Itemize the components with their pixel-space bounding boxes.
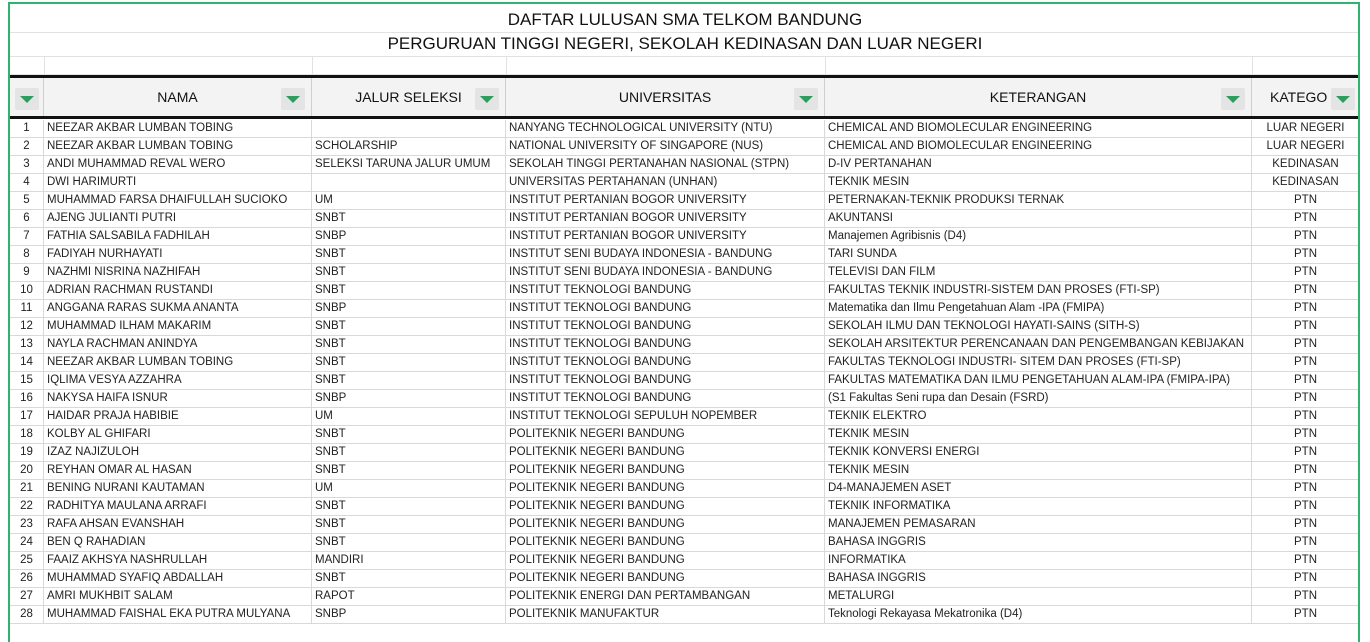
cell-jalur-seleksi[interactable]: SNBT	[312, 444, 506, 461]
cell-keterangan[interactable]: SEKOLAH ILMU DAN TEKNOLOGI HAYATI-SAINS (SITH-S)	[825, 318, 1252, 335]
table-row	[10, 372, 1360, 390]
cell-nama[interactable]: ANGGANA RARAS SUKMA ANANTA	[44, 300, 312, 317]
cell-nama[interactable]: MUHAMMAD ILHAM MAKARIM	[44, 318, 312, 335]
cell-kategori[interactable]: PTN	[1252, 210, 1360, 227]
cell-number[interactable]: 5	[10, 192, 44, 209]
cell-nama[interactable]: NAZHMI NISRINA NAZHIFAH	[44, 264, 312, 281]
cell-jalur-seleksi[interactable]: SNBT	[312, 426, 506, 443]
cell-jalur-seleksi[interactable]: SNBP	[312, 390, 506, 407]
cell-nama[interactable]: RAFA AHSAN EVANSHAH	[44, 516, 312, 533]
cell-nama[interactable]: FAAIZ AKHSYA NASHRULLAH	[44, 552, 312, 569]
table-row	[10, 516, 1360, 534]
header-nama: NAMA	[157, 89, 198, 105]
cell-kategori[interactable]: PTN	[1252, 264, 1360, 281]
cell-jalur-seleksi[interactable]: SNBT	[312, 570, 506, 587]
cell-keterangan[interactable]: FAKULTAS TEKNOLOGI INDUSTRI- SITEM DAN PROSES (FTI-SP)	[825, 354, 1252, 371]
table-row	[10, 552, 1360, 570]
cell-number[interactable]: 22	[10, 498, 44, 515]
cell-kategori[interactable]: PTN	[1252, 444, 1360, 461]
cell-nama[interactable]: IZAZ NAJIZULOH	[44, 444, 312, 461]
title-row-2	[10, 32, 1360, 57]
header-cell-kategori[interactable]	[1252, 78, 1360, 116]
cell-kategori[interactable]: PTN	[1252, 426, 1360, 443]
cell-universitas[interactable]: INSTITUT PERTANIAN BOGOR UNIVERSITY	[506, 228, 825, 245]
table-row	[10, 174, 1360, 192]
cell-nama[interactable]: MUHAMMAD FARSA DHAIFULLAH SUCIOKO	[44, 192, 312, 209]
filter-dropdown-icon[interactable]	[15, 88, 39, 110]
cell-kategori[interactable]: PTN	[1252, 408, 1360, 425]
cell-keterangan[interactable]: TARI SUNDA	[825, 246, 1252, 263]
cell-number[interactable]: 16	[10, 390, 44, 407]
filter-dropdown-icon[interactable]	[1331, 88, 1355, 110]
cell-universitas[interactable]: INSTITUT SENI BUDAYA INDONESIA - BANDUNG	[506, 264, 825, 281]
cell-keterangan[interactable]: Matematika dan Ilmu Pengetahuan Alam -IPA (FMIPA)	[825, 300, 1252, 317]
cell-universitas[interactable]: INSTITUT TEKNOLOGI BANDUNG	[506, 354, 825, 371]
grid-line	[1252, 56, 1253, 74]
cell-jalur-seleksi[interactable]: RAPOT	[312, 588, 506, 605]
cell-kategori[interactable]: PTN	[1252, 282, 1360, 299]
cell-jalur-seleksi[interactable]: SNBT	[312, 282, 506, 299]
header-jalur-seleksi: JALUR SELEKSI	[355, 89, 462, 105]
cell-nama[interactable]: ADRIAN RACHMAN RUSTANDI	[44, 282, 312, 299]
cell-nama[interactable]: IQLIMA VESYA AZZAHRA	[44, 372, 312, 389]
cell-kategori[interactable]: PTN	[1252, 480, 1360, 497]
cell-universitas[interactable]: POLITEKNIK NEGERI BANDUNG	[506, 552, 825, 569]
cell-keterangan[interactable]: BAHASA INGGRIS	[825, 534, 1252, 551]
cell-number[interactable]: 4	[10, 174, 44, 191]
table-row	[10, 336, 1360, 354]
table-row	[10, 426, 1360, 444]
blank-row	[10, 56, 1360, 75]
cell-jalur-seleksi[interactable]: SNBT	[312, 498, 506, 515]
cell-universitas[interactable]: UNIVERSITAS PERTAHANAN (UNHAN)	[506, 174, 825, 191]
header-cell-jalur[interactable]	[312, 78, 506, 116]
cell-kategori[interactable]: LUAR NEGERI	[1252, 120, 1360, 137]
cell-universitas[interactable]: POLITEKNIK NEGERI BANDUNG	[506, 534, 825, 551]
cell-universitas[interactable]: POLITEKNIK ENERGI DAN PERTAMBANGAN	[506, 588, 825, 605]
cell-kategori[interactable]: PTN	[1252, 516, 1360, 533]
grid-line	[825, 56, 826, 74]
cell-number[interactable]: 26	[10, 570, 44, 587]
cell-nama[interactable]: HAIDAR PRAJA HABIBIE	[44, 408, 312, 425]
header-cell-no	[10, 78, 44, 116]
cell-keterangan[interactable]: FAKULTAS MATEMATIKA DAN ILMU PENGETAHUAN ALAM-IPA (FMIPA-IPA)	[825, 372, 1252, 389]
title-row-1	[10, 8, 1360, 33]
table-row	[10, 408, 1360, 426]
cell-jalur-seleksi[interactable]: SNBT	[312, 210, 506, 227]
cell-keterangan[interactable]: D4-MANAJEMEN ASET	[825, 480, 1252, 497]
table-row	[10, 390, 1360, 408]
cell-nama[interactable]: RADHITYA MAULANA ARRAFI	[44, 498, 312, 515]
sheet-title: DAFTAR LULUSAN SMA TELKOM BANDUNG	[507, 10, 863, 29]
cell-number[interactable]: 1	[10, 120, 44, 137]
cell-keterangan[interactable]: AKUNTANSI	[825, 210, 1252, 227]
table-row	[10, 534, 1360, 552]
cell-nama[interactable]: MUHAMMAD SYAFIQ ABDALLAH	[44, 570, 312, 587]
cell-number[interactable]: 25	[10, 552, 44, 569]
cell-number[interactable]: 3	[10, 156, 44, 173]
cell-nama[interactable]: MUHAMMAD FAISHAL EKA PUTRA MULYANA	[44, 606, 312, 623]
cell-number[interactable]: 21	[10, 480, 44, 497]
cell-number[interactable]: 17	[10, 408, 44, 425]
cell-nama[interactable]: NEEZAR AKBAR LUMBAN TOBING	[44, 354, 312, 371]
cell-kategori[interactable]: PTN	[1252, 534, 1360, 551]
table-row	[10, 444, 1360, 462]
cell-nama[interactable]: AJENG JULIANTI PUTRI	[44, 210, 312, 227]
cell-keterangan[interactable]: TEKNIK KONVERSI ENERGI	[825, 444, 1252, 461]
cell-universitas[interactable]: INSTITUT TEKNOLOGI BANDUNG	[506, 372, 825, 389]
cell-number[interactable]: 27	[10, 588, 44, 605]
cell-universitas[interactable]: INSTITUT TEKNOLOGI BANDUNG	[506, 336, 825, 353]
cell-number[interactable]: 23	[10, 516, 44, 533]
cell-kategori[interactable]: PTN	[1252, 462, 1360, 479]
cell-universitas[interactable]: INSTITUT PERTANIAN BOGOR UNIVERSITY	[506, 210, 825, 227]
cell-universitas[interactable]: INSTITUT TEKNOLOGI BANDUNG	[506, 282, 825, 299]
cell-number[interactable]: 7	[10, 228, 44, 245]
header-kategori: KATEGO	[1270, 89, 1328, 105]
table-row	[10, 480, 1360, 498]
cell-jalur-seleksi[interactable]: SELEKSI TARUNA JALUR UMUM	[312, 156, 506, 173]
grid-line	[506, 56, 507, 74]
cell-universitas[interactable]: NATIONAL UNIVERSITY OF SINGAPORE (NUS)	[506, 138, 825, 155]
cell-nama[interactable]: KOLBY AL GHIFARI	[44, 426, 312, 443]
cell-jalur-seleksi[interactable]: SNBT	[312, 264, 506, 281]
cell-jalur-seleksi[interactable]: SNBT	[312, 516, 506, 533]
cell-kategori[interactable]: PTN	[1252, 318, 1360, 335]
cell-universitas[interactable]: INSTITUT TEKNOLOGI BANDUNG	[506, 318, 825, 335]
cell-kategori[interactable]: PTN	[1252, 192, 1360, 209]
cell-nama[interactable]: NEEZAR AKBAR LUMBAN TOBING	[44, 120, 312, 137]
cell-keterangan[interactable]: INFORMATIKA	[825, 552, 1252, 569]
cell-universitas[interactable]: POLITEKNIK NEGERI BANDUNG	[506, 426, 825, 443]
cell-keterangan[interactable]: D-IV PERTANAHAN	[825, 156, 1252, 173]
table-row	[10, 210, 1360, 228]
cell-keterangan[interactable]: SEKOLAH ARSITEKTUR PERENCANAAN DAN PENGEMBANGAN KEBIJAKAN	[825, 336, 1252, 353]
cell-nama[interactable]: AMRI MUKHBIT SALAM	[44, 588, 312, 605]
cell-kategori[interactable]: PTN	[1252, 606, 1360, 623]
cell-jalur-seleksi[interactable]: SCHOLARSHIP	[312, 138, 506, 155]
cell-universitas[interactable]: POLITEKNIK NEGERI BANDUNG	[506, 498, 825, 515]
cell-jalur-seleksi[interactable]: SNBT	[312, 534, 506, 551]
cell-number[interactable]: 11	[10, 300, 44, 317]
cell-number[interactable]: 13	[10, 336, 44, 353]
table-row	[10, 192, 1360, 210]
cell-nama[interactable]: FATHIA SALSABILA FADHILAH	[44, 228, 312, 245]
header-cell-keterangan[interactable]	[825, 78, 1252, 116]
table-row	[10, 246, 1360, 264]
cell-kategori[interactable]: KEDINASAN	[1252, 174, 1360, 191]
cell-universitas[interactable]: POLITEKNIK NEGERI BANDUNG	[506, 570, 825, 587]
cell-nama[interactable]: NAYLA RACHMAN ANINDYA	[44, 336, 312, 353]
cell-kategori[interactable]: PTN	[1252, 570, 1360, 587]
grid-line	[312, 56, 313, 74]
cell-keterangan[interactable]: CHEMICAL AND BIOMOLECULAR ENGINEERING	[825, 120, 1252, 137]
cell-nama[interactable]: REYHAN OMAR AL HASAN	[44, 462, 312, 479]
cell-nama[interactable]: BENING NURANI KAUTAMAN	[44, 480, 312, 497]
cell-keterangan[interactable]: METALURGI	[825, 588, 1252, 605]
header-cell-universitas[interactable]	[506, 78, 825, 116]
cell-number[interactable]: 19	[10, 444, 44, 461]
cell-keterangan[interactable]: TEKNIK MESIN	[825, 426, 1252, 443]
cell-number[interactable]: 24	[10, 534, 44, 551]
cell-kategori[interactable]: PTN	[1252, 228, 1360, 245]
cell-jalur-seleksi[interactable]: UM	[312, 192, 506, 209]
filter-dropdown-icon[interactable]	[475, 88, 499, 110]
cell-kategori[interactable]: PTN	[1252, 588, 1360, 605]
table-row	[10, 120, 1360, 138]
cell-universitas[interactable]: INSTITUT SENI BUDAYA INDONESIA - BANDUNG	[506, 246, 825, 263]
cell-jalur-seleksi[interactable]	[312, 120, 506, 137]
cell-jalur-seleksi[interactable]: SNBP	[312, 228, 506, 245]
cell-kategori[interactable]: PTN	[1252, 354, 1360, 371]
cell-number[interactable]: 15	[10, 372, 44, 389]
cell-kategori[interactable]: PTN	[1252, 300, 1360, 317]
cell-keterangan[interactable]: PETERNAKAN-TEKNIK PRODUKSI TERNAK	[825, 192, 1252, 209]
cell-kategori[interactable]: PTN	[1252, 552, 1360, 569]
cell-jalur-seleksi[interactable]: SNBT	[312, 318, 506, 335]
cell-jalur-seleksi[interactable]: SNBT	[312, 462, 506, 479]
cell-number[interactable]: 2	[10, 138, 44, 155]
cell-universitas[interactable]: INSTITUT PERTANIAN BOGOR UNIVERSITY	[506, 192, 825, 209]
cell-number[interactable]: 6	[10, 210, 44, 227]
grid-line	[44, 56, 45, 74]
cell-universitas[interactable]: INSTITUT TEKNOLOGI BANDUNG	[506, 300, 825, 317]
cell-universitas[interactable]: INSTITUT TEKNOLOGI BANDUNG	[506, 390, 825, 407]
cell-jalur-seleksi[interactable]: SNBT	[312, 372, 506, 389]
cell-keterangan[interactable]: TEKNIK INFORMATIKA	[825, 498, 1252, 515]
table-row	[10, 462, 1360, 480]
spreadsheet-sheet	[8, 2, 1360, 642]
cell-kategori[interactable]: KEDINASAN	[1252, 156, 1360, 173]
table-row	[10, 282, 1360, 300]
cell-universitas[interactable]: POLITEKNIK NEGERI BANDUNG	[506, 480, 825, 497]
cell-keterangan[interactable]: Teknologi Rekayasa Mekatronika (D4)	[825, 606, 1252, 623]
table-body	[10, 120, 1360, 624]
cell-keterangan[interactable]: TEKNIK MESIN	[825, 174, 1252, 191]
header-cell-nama[interactable]	[44, 78, 312, 116]
cell-kategori[interactable]: PTN	[1252, 336, 1360, 353]
cell-jalur-seleksi[interactable]: SNBT	[312, 354, 506, 371]
cell-number[interactable]: 20	[10, 462, 44, 479]
cell-keterangan[interactable]: TEKNIK ELEKTRO	[825, 408, 1252, 425]
cell-jalur-seleksi[interactable]	[312, 174, 506, 191]
cell-universitas[interactable]: POLITEKNIK MANUFAKTUR	[506, 606, 825, 623]
header-keterangan: KETERANGAN	[989, 89, 1087, 105]
cell-jalur-seleksi[interactable]: MANDIRI	[312, 552, 506, 569]
cell-universitas[interactable]: POLITEKNIK NEGERI BANDUNG	[506, 516, 825, 533]
table-row	[10, 588, 1360, 606]
cell-keterangan[interactable]: Manajemen Agribisnis (D4)	[825, 228, 1252, 245]
cell-jalur-seleksi[interactable]: UM	[312, 480, 506, 497]
filter-dropdown-icon[interactable]	[281, 88, 305, 110]
cell-keterangan[interactable]: TELEVISI DAN FILM	[825, 264, 1252, 281]
cell-jalur-seleksi[interactable]: SNBP	[312, 300, 506, 317]
cell-jalur-seleksi[interactable]: SNBP	[312, 606, 506, 623]
cell-nama[interactable]: NEEZAR AKBAR LUMBAN TOBING	[44, 138, 312, 155]
cell-jalur-seleksi[interactable]: SNBT	[312, 246, 506, 263]
table-row	[10, 156, 1360, 174]
cell-keterangan[interactable]: BAHASA INGGRIS	[825, 570, 1252, 587]
cell-nama[interactable]: ANDI MUHAMMAD REVAL WERO	[44, 156, 312, 173]
table-row	[10, 318, 1360, 336]
cell-number[interactable]: 28	[10, 606, 44, 623]
filter-dropdown-icon[interactable]	[794, 88, 818, 110]
cell-keterangan[interactable]: FAKULTAS TEKNIK INDUSTRI-SISTEM DAN PROSES (FTI-SP)	[825, 282, 1252, 299]
table-row	[10, 138, 1360, 156]
cell-nama[interactable]: BEN Q RAHADIAN	[44, 534, 312, 551]
filter-dropdown-icon[interactable]	[1221, 88, 1245, 110]
table-row	[10, 606, 1360, 624]
cell-number[interactable]: 14	[10, 354, 44, 371]
cell-universitas[interactable]: SEKOLAH TINGGI PERTANAHAN NASIONAL (STPN)	[506, 156, 825, 173]
cell-number[interactable]: 9	[10, 264, 44, 281]
table-row	[10, 228, 1360, 246]
table-row	[10, 264, 1360, 282]
cell-kategori[interactable]: PTN	[1252, 246, 1360, 263]
cell-kategori[interactable]: PTN	[1252, 498, 1360, 515]
cell-universitas[interactable]: INSTITUT TEKNOLOGI SEPULUH NOPEMBER	[506, 408, 825, 425]
cell-jalur-seleksi[interactable]: UM	[312, 408, 506, 425]
cell-keterangan[interactable]: (S1 Fakultas Seni rupa dan Desain (FSRD)	[825, 390, 1252, 407]
cell-number[interactable]: 18	[10, 426, 44, 443]
table-row	[10, 354, 1360, 372]
cell-nama[interactable]: DWI HARIMURTI	[44, 174, 312, 191]
cell-universitas[interactable]: POLITEKNIK NEGERI BANDUNG	[506, 462, 825, 479]
table-row	[10, 498, 1360, 516]
cell-keterangan[interactable]: TEKNIK MESIN	[825, 462, 1252, 479]
cell-kategori[interactable]: PTN	[1252, 390, 1360, 407]
cell-nama[interactable]: NAKYSA HAIFA ISNUR	[44, 390, 312, 407]
cell-jalur-seleksi[interactable]: SNBT	[312, 336, 506, 353]
cell-number[interactable]: 12	[10, 318, 44, 335]
cell-kategori[interactable]: LUAR NEGERI	[1252, 138, 1360, 155]
cell-universitas[interactable]: NANYANG TECHNOLOGICAL UNIVERSITY (NTU)	[506, 120, 825, 137]
cell-number[interactable]: 8	[10, 246, 44, 263]
cell-keterangan[interactable]: MANAJEMEN PEMASARAN	[825, 516, 1252, 533]
cell-number[interactable]: 10	[10, 282, 44, 299]
table-row	[10, 300, 1360, 318]
sheet-subtitle: PERGURUAN TINGGI NEGERI, SEKOLAH KEDINASAN DAN LUAR NEGERI	[387, 34, 983, 53]
cell-nama[interactable]: FADIYAH NURHAYATI	[44, 246, 312, 263]
header-universitas: UNIVERSITAS	[618, 89, 712, 105]
cell-keterangan[interactable]: CHEMICAL AND BIOMOLECULAR ENGINEERING	[825, 138, 1252, 155]
table-header	[10, 75, 1360, 119]
cell-universitas[interactable]: POLITEKNIK NEGERI BANDUNG	[506, 444, 825, 461]
cell-kategori[interactable]: PTN	[1252, 372, 1360, 389]
table-row	[10, 570, 1360, 588]
